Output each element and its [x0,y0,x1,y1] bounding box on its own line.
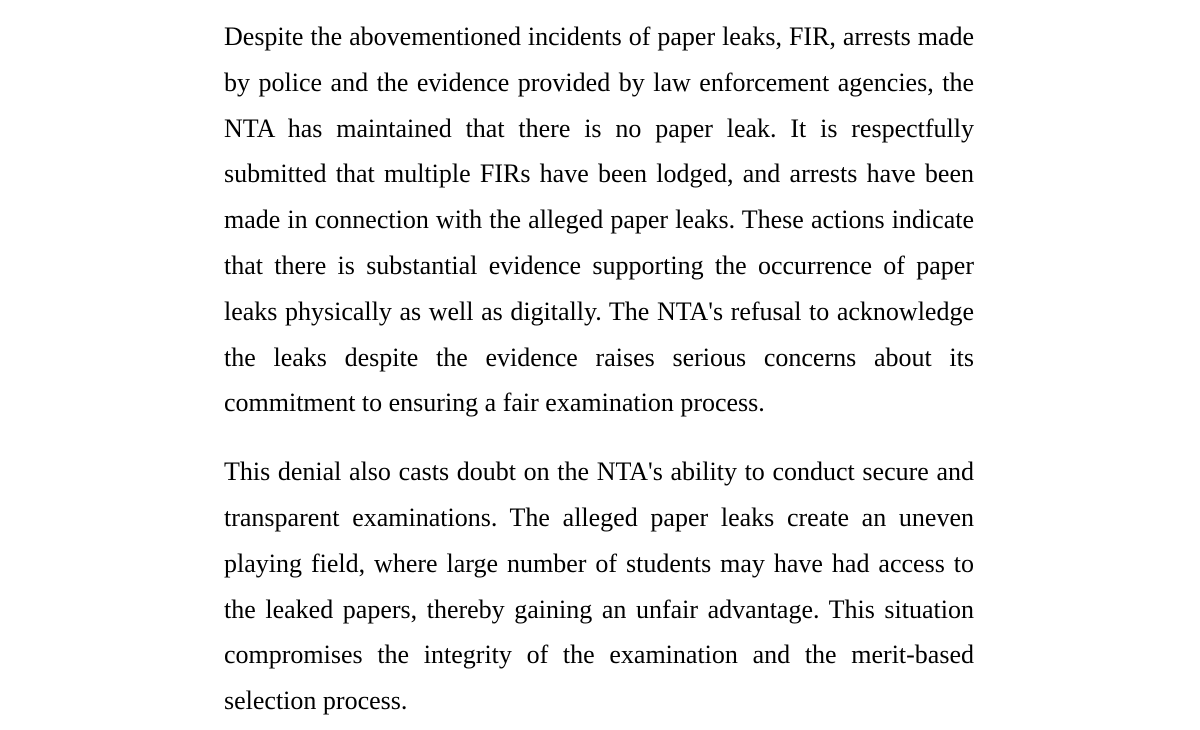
paragraph-paper-leak-denial: Despite the abovementioned incidents of paper leaks, FIR, arrests made by police and the evidence provided by law enforcement agencies, the NTA has maintained that there is no paper leak. It is respectfully submitted that multiple FIRs have been lodged, and arrests have been made in connection with the alleged paper leaks. These actions indicate that there is substantial evidence supporting the occurrence of paper leaks physically as well as digitally. The NTA's refusal to acknowledge the leaks despite the evidence raises serious concerns about its commitment to ensuring a fair examination process. [224,22,974,418]
document-body [224,14,974,724]
paragraph-examination-integrity: This denial also casts doubt on the NTA's ability to conduct secure and transparent examinations. The alleged paper leaks create an uneven playing field, where large number of students may have had access to the leaked papers, thereby gaining an unfair advantage. This situation compromises the integrity of the examination and the merit-based selection process. [224,457,974,716]
